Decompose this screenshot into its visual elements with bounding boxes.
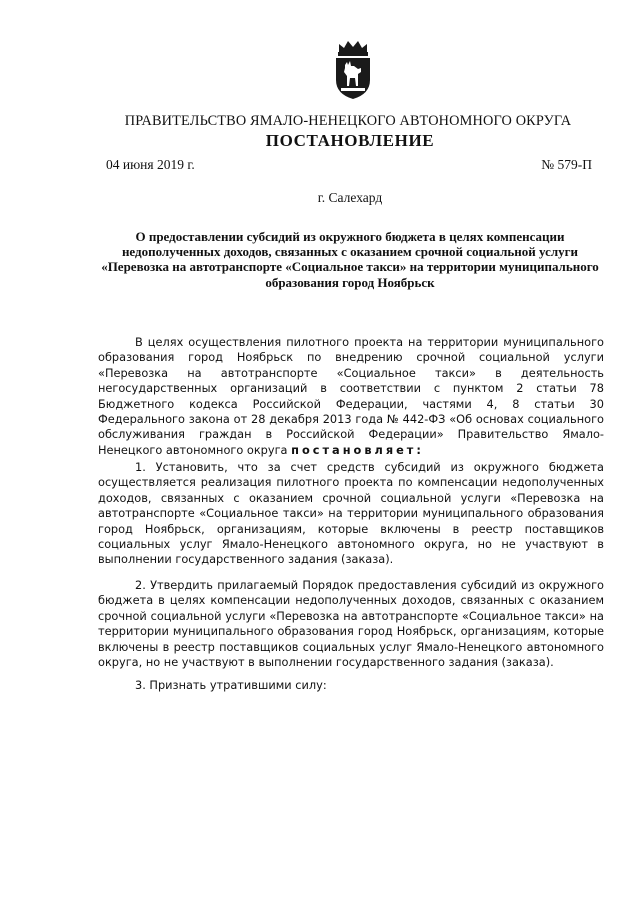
document-type: ПОСТАНОВЛЕНИЕ [265, 131, 435, 150]
resolves-word: постановляет: [291, 442, 424, 457]
item-1-paragraph: 1. Установить, что за счет средств субсидий из окружного бюджета осуществляется реализация пилотного проекта по компенсации недополученных доходов, связанных с оказанием срочной социальной услуги «Перевозка на автотранспорте «Социальное такси» на территории муниципального образования город Ноябрьск, организациям, которые включены в реестр поставщиков социальных услуг Ямало-Ненецкого автономного округа, но не участвуют в выполнении государственного задания (заказа). [98, 460, 604, 567]
document-number: № 579-П [541, 157, 592, 172]
preamble-paragraph [98, 335, 604, 458]
document-date: 04 июня 2019 г. [106, 157, 195, 172]
document-subject: О предоставлении субсидий из окружного бюджета в целях компенсации недополученных доходов, связанных с оказанием срочной социальной услуги «Перевозка на автотранспорте «Социальное такси» на территории муниципального образования город Ноябрьск [101, 229, 599, 290]
coat-of-arms-icon [333, 38, 373, 100]
document-city: г. Салехард [317, 190, 383, 205]
item-2-paragraph: 2. Утвердить прилагаемый Порядок предоставления субсидий из окружного бюджета в целях компенсации недополученных доходов, связанных с оказанием срочной социальной услуги «Перевозка на автотранспорте «Социальное такси» на территории муниципального образования город Ноябрьск, организациям, которые включены в реестр поставщиков социальных услуг Ямало-Ненецкого автономного округа, но не участвуют в выполнении государственного задания (заказа). [98, 578, 604, 670]
preamble-text: В целях осуществления пилотного проекта на территории муниципального образования город Ноябрьск по внедрению срочной социальной услуги «Перевозка на автотранспорте «Социальное такси» в деятельность негосударственных организаций в соответствии с пунктом 2 статьи 78 Бюджетного кодекса Российской Федерации, частями 4, 8 статьи 30 Федерального закона от 28 декабря 2013 года № 442-ФЗ «Об основах социального обслуживания граждан в Российской Федерации» Правительство Ямало-Ненецкого автономного округа [98, 335, 604, 457]
item-3-paragraph: 3. Признать утратившими силу: [135, 678, 327, 692]
government-title: ПРАВИТЕЛЬСТВО ЯМАЛО-НЕНЕЦКОГО АВТОНОМНОГО ОКРУГА [124, 113, 572, 129]
